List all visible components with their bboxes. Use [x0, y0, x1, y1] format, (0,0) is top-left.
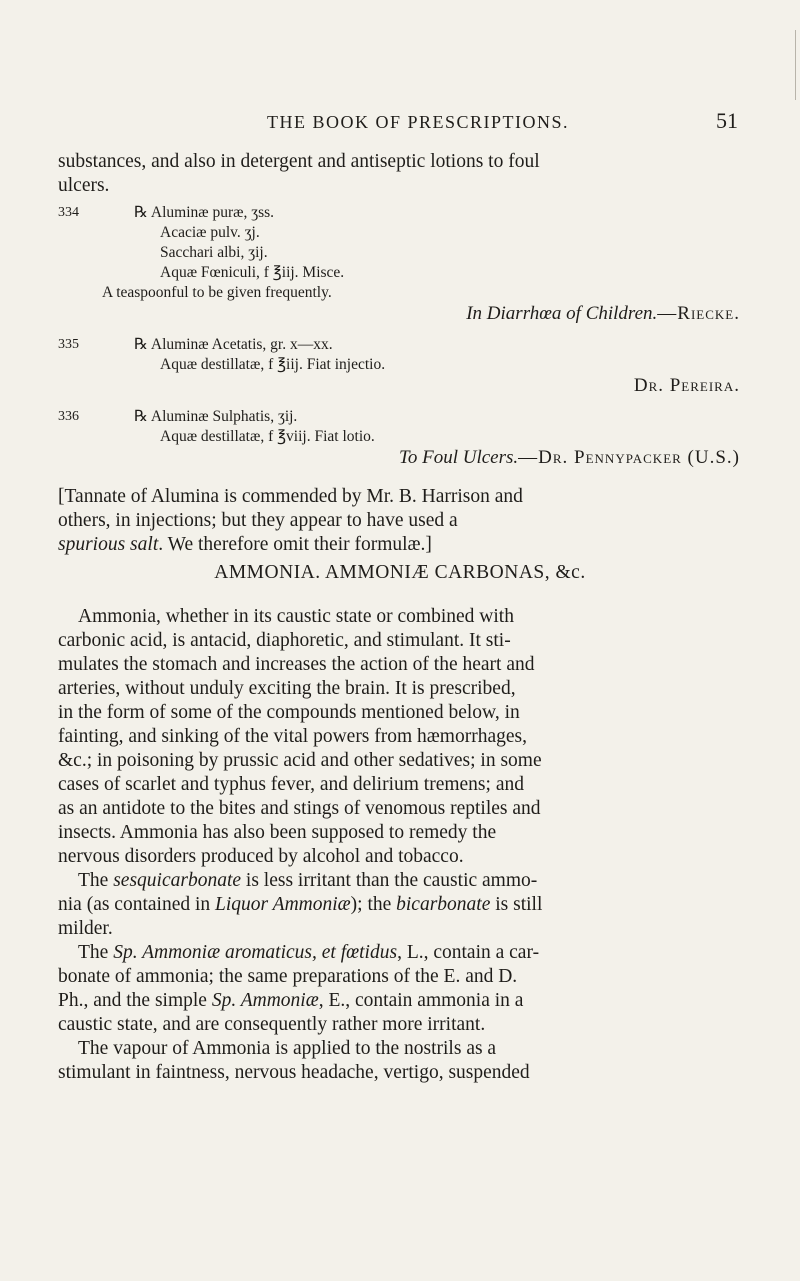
text-line: milder.: [58, 918, 113, 939]
text-line: in the form of some of the compounds mentioned below, in: [58, 702, 520, 723]
text-line: mulates the stomach and increases the action of the heart and: [58, 654, 535, 675]
rx-line: ℞ Aluminæ Sulphatis, ʒij.: [134, 408, 298, 425]
editor-note: [58, 485, 740, 557]
text-line: Ph., and the simple Sp. Ammoniæ, E., contain ammonia in a: [58, 990, 524, 1011]
running-header: [98, 108, 738, 133]
prescription-number: 334: [58, 205, 79, 220]
prescription-number: 336: [58, 409, 79, 424]
text-line: carbonic acid, is antacid, diaphoretic, and stimulant. It sti-: [58, 630, 511, 651]
text-line: stimulant in faintness, nervous headache, vertigo, suspended: [58, 1062, 530, 1083]
text-line: insects. Ammonia has also been supposed to remedy the: [58, 822, 497, 843]
rx-line: ℞ Aluminæ puræ, ʒss.: [134, 204, 275, 221]
text-line: substances, and also in detergent and antiseptic lotions to foul: [58, 151, 540, 172]
rx-direction: A teaspoonful to be given frequently.: [102, 284, 332, 301]
ammonia-paragraph: [58, 605, 740, 1085]
rx-line: Aquæ destillatæ, f ℥viij. Fiat lotio.: [160, 428, 375, 445]
text-line: ulcers.: [58, 175, 110, 196]
rx-line: Acaciæ pulv. ʒj.: [160, 224, 260, 241]
section-heading: AMMONIA. AMMONIÆ CARBONAS, &c.: [214, 562, 586, 583]
page-edge-line: [795, 30, 796, 100]
rx-line: ℞ Aluminæ Acetatis, gr. x—xx.: [134, 336, 333, 353]
rx-line: Aquæ Fœniculi, f ℥iij. Misce.: [160, 264, 345, 281]
text-line: The sesquicarbonate is less irritant than the caustic ammo-: [78, 870, 538, 891]
author: Dr. Pereira.: [633, 375, 740, 396]
attribution: [399, 447, 740, 469]
condition: To Foul Ulcers.: [399, 447, 519, 468]
attribution: [634, 375, 740, 397]
author: —Riecke.: [657, 303, 740, 324]
text-line: fainting, and sinking of the vital powers from hæmorrhages,: [58, 726, 527, 747]
text-line: bonate of ammonia; the same preparations of the E. and D.: [58, 966, 518, 987]
condition: In Diarrhœa of Children.: [466, 303, 658, 324]
author: —Dr. Pennypacker (U.S.): [518, 447, 740, 468]
running-title: THE BOOK OF PRESCRIPTIONS.: [266, 112, 570, 132]
text-line: [Tannate of Alumina is commended by Mr. B. Harrison and: [58, 486, 523, 507]
prescription-number: 335: [58, 337, 79, 352]
text-line: Ammonia, whether in its caustic state or combined with: [78, 606, 514, 627]
text-line: as an antidote to the bites and stings of venomous reptiles and: [58, 798, 541, 819]
attribution: [466, 303, 740, 325]
text-line: nervous disorders produced by alcohol and tobacco.: [58, 846, 464, 867]
text-line: cases of scarlet and typhus fever, and delirium tremens; and: [58, 774, 524, 795]
text-line: The Sp. Ammoniæ aromaticus, et fœtidus, L., contain a car-: [78, 942, 540, 963]
intro-paragraph: [58, 150, 740, 198]
text-line: caustic state, and are consequently rather more irritant.: [58, 1014, 486, 1035]
text-line: spurious salt. We therefore omit their formulæ.]: [58, 534, 432, 555]
rx-line: Aquæ destillatæ, f ℥iij. Fiat injectio.: [160, 356, 386, 373]
text-line: nia (as contained in Liquor Ammoniæ); the bicarbonate is still: [58, 894, 543, 915]
italic-term: spurious salt: [58, 534, 159, 555]
text-line: others, in injections; but they appear to have used a: [58, 510, 458, 531]
text-line: arteries, without unduly exciting the brain. It is prescribed,: [58, 678, 516, 699]
page-number: 51: [716, 108, 738, 133]
rx-line: Sacchari albi, ʒij.: [160, 244, 268, 261]
text-line: &c.; in poisoning by prussic acid and other sedatives; in some: [58, 750, 542, 771]
text-line: The vapour of Ammonia is applied to the nostrils as a: [78, 1038, 497, 1059]
